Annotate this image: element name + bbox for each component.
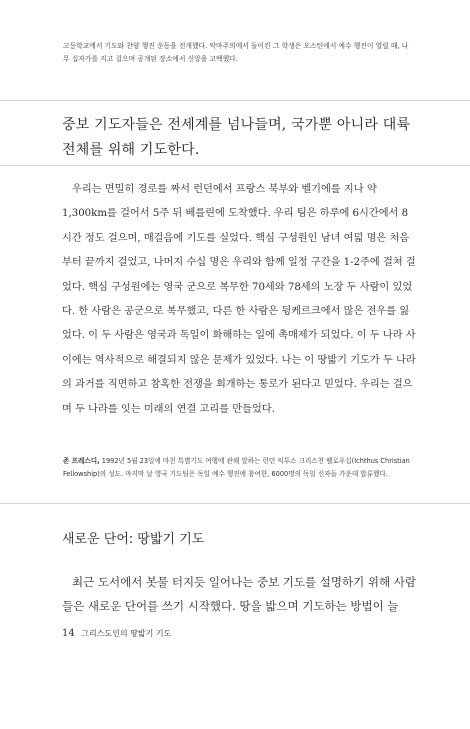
page-footer [62,628,171,639]
caption-text: 1992년 5월 23일에 마친 특별기도 여행에 관해 말하는 런던 익투스 크리스천 펠로우십(Ichthus Christian Fellowship)의 성도. 마지막 날 영국 기도팀은 독일 예수 행진에 참여한, 6000명의 독일 신자들 가운데 합류했다. [63,457,410,478]
pull-quote: 중보 기도자들은 전세계를 넘나들며, 국가뿐 아니라 대륙 전체를 위해 기도한다. [62,117,411,158]
divider-mid [0,165,470,166]
book-title: 그리스도인의 땅밟기 기도 [81,629,172,638]
section-heading: 새로운 단어: 땅밟기 기도 [62,532,205,547]
top-note: 고등학교에서 기도와 찬양 행진 운동을 전개했다. 악마주의에서 돌이킨 그 학생은 오스틴에서 예수 행진이 열릴 때, 나무 십자가를 지고 걸으며 공개된 장소에서 신앙을 고백했다. [63,42,409,63]
testimony-caption [63,455,413,481]
page-number: 14 [62,628,75,639]
testimony-block [62,178,416,422]
caption-author: 존 프레스디, [63,457,100,465]
divider-top [0,100,470,101]
testimony-paragraph: 우리는 면밀히 경로를 짜서 런던에서 프랑스 북부와 벨기에를 지나 약 1,300km를 걸어서 5주 뒤 베를린에 도착했다. 우리 팀은 하루에 6시간에서 8시간 정도 걸으며, 매걸음에 기도를 실었다. 핵심 구성원인 남녀 여덟 명은 처음부터 끝까지 걸었고, 나머지 수십 명은 우리와 함께 일정 구간을 1-2주에 걸쳐 걸었다. 핵심 구성원에는 영국 군으로 복무한 70세와 78세의 노장 두 사람이 있었다. 한 사람은 공군으로 복무했고, 다른 한 사람은 뒹케르크에서 많은 전우를 잃었다. 이 두 사람은 영국과 독일이 화해하는 일에 촉매제가 되었다. 이 두 나라 사이에는 역사적으로 해결되지 않은 문제가 있었다. 나는 이 땅밟기 기도가 두 나라의 과거를 직면하고 참혹한 전쟁을 회개하는 통로가 된다고 믿었다. 우리는 걸으며 두 나라를 잇는 미래의 연결 고리를 만들었다. [62,184,416,415]
divider-bottom [0,503,470,504]
body-paragraph: 최근 도서에서 봇물 터지듯 일어나는 중보 기도를 설명하기 위해 사람들은 새로운 단어를 쓰기 시작했다. 땅을 밟으며 기도하는 방법이 늘 [62,575,416,613]
body-text [62,570,416,618]
